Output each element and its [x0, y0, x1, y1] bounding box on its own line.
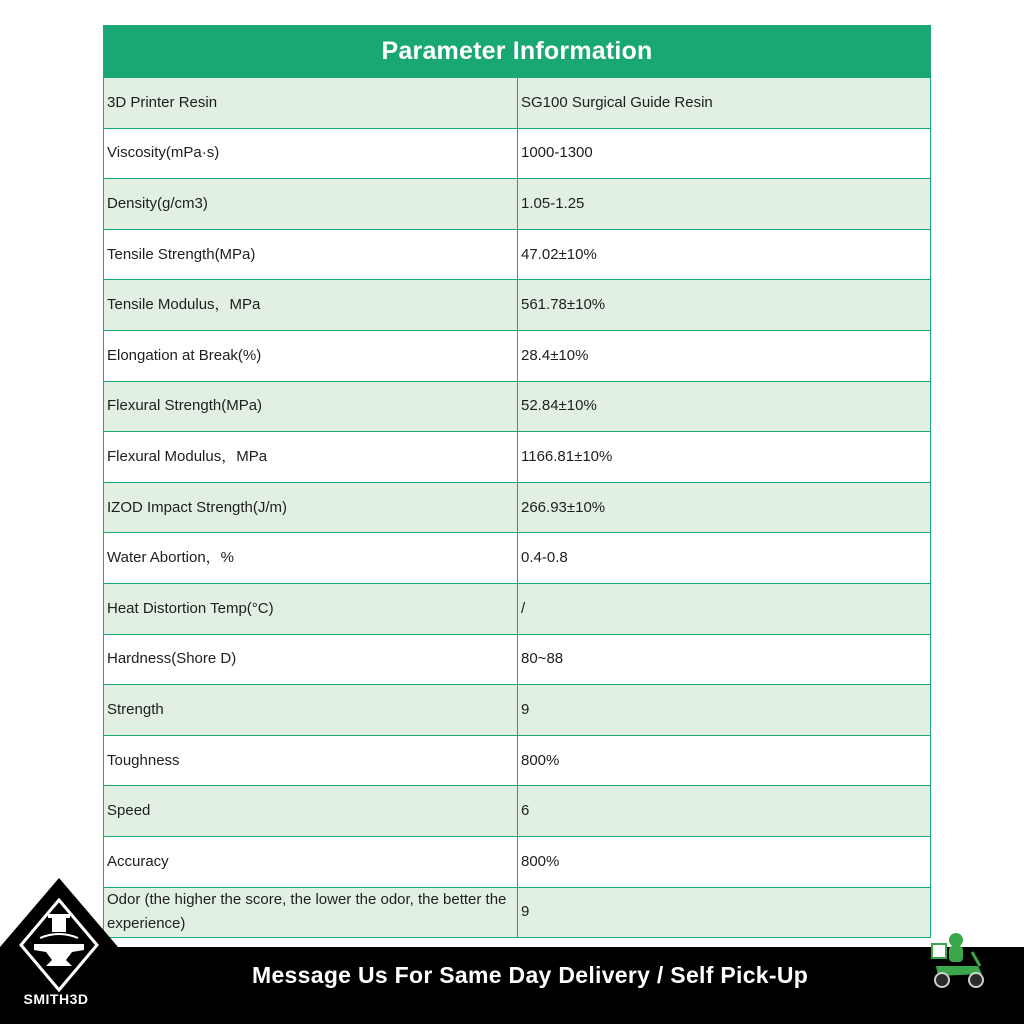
param-value: 1166.81±10% [521, 447, 613, 465]
param-name: Tensile Modulus，MPa [104, 280, 518, 330]
delivery-scooter-icon [928, 930, 988, 992]
param-name: Flexural Strength(MPa) [104, 382, 518, 432]
brand-name: SMITH3D [23, 991, 89, 1007]
table-row [104, 330, 930, 381]
param-name: Heat Distortion Temp(°C) [104, 584, 518, 634]
table-row [104, 279, 930, 330]
table-row [104, 836, 930, 887]
param-name: Elongation at Break(%) [104, 331, 518, 381]
param-name: Odor (the higher the score, the lower the odor, the better the experience) [104, 888, 518, 938]
table-body [104, 77, 930, 937]
table-row [104, 381, 930, 432]
table-row [104, 785, 930, 836]
param-name: Speed [104, 786, 518, 836]
param-value: 28.4±10% [521, 346, 589, 364]
param-value: 800% [521, 852, 560, 870]
param-name: Viscosity(mPa·s) [104, 129, 518, 179]
param-name: Water Abortion，% [104, 533, 518, 583]
param-value: 52.84±10% [521, 397, 597, 415]
table-row [104, 583, 930, 634]
table-row [104, 128, 930, 179]
param-name: 3D Printer Resin [104, 78, 518, 128]
table-row [104, 887, 930, 938]
param-value: / [521, 599, 526, 617]
param-value: 800% [521, 751, 560, 769]
param-value: 0.4-0.8 [521, 549, 568, 567]
param-name: Flexural Modulus，MPa [104, 432, 518, 482]
param-name: Tensile Strength(MPa) [104, 230, 518, 280]
param-name: Accuracy [104, 837, 518, 887]
param-name: Toughness [104, 736, 518, 786]
table-row [104, 735, 930, 786]
param-value: 1000-1300 [521, 144, 593, 162]
param-value: 80~88 [521, 650, 564, 668]
param-value: 9 [521, 700, 530, 718]
table-row [104, 431, 930, 482]
param-name: IZOD Impact Strength(J/m) [104, 483, 518, 533]
table-row [104, 178, 930, 229]
param-name: Hardness(Shore D) [104, 635, 518, 685]
param-value: 266.93±10% [521, 498, 606, 516]
param-value: 561.78±10% [521, 296, 606, 314]
table-row [104, 77, 930, 128]
param-value: 9 [521, 903, 530, 921]
parameter-table [103, 25, 931, 938]
table-row [104, 634, 930, 685]
param-value: 47.02±10% [521, 245, 597, 263]
table-row [104, 229, 930, 280]
param-value: 6 [521, 802, 530, 820]
table-row [104, 482, 930, 533]
table-title: Parameter Information [104, 26, 930, 77]
param-name: Density(g/cm3) [104, 179, 518, 229]
param-value: 1.05-1.25 [521, 194, 585, 212]
param-name: Strength [104, 685, 518, 735]
table-row [104, 684, 930, 735]
delivery-message: Message Us For Same Day Delivery / Self Pick-Up [252, 962, 809, 988]
table-row [104, 532, 930, 583]
param-value: SG100 Surgical Guide Resin [521, 93, 713, 111]
